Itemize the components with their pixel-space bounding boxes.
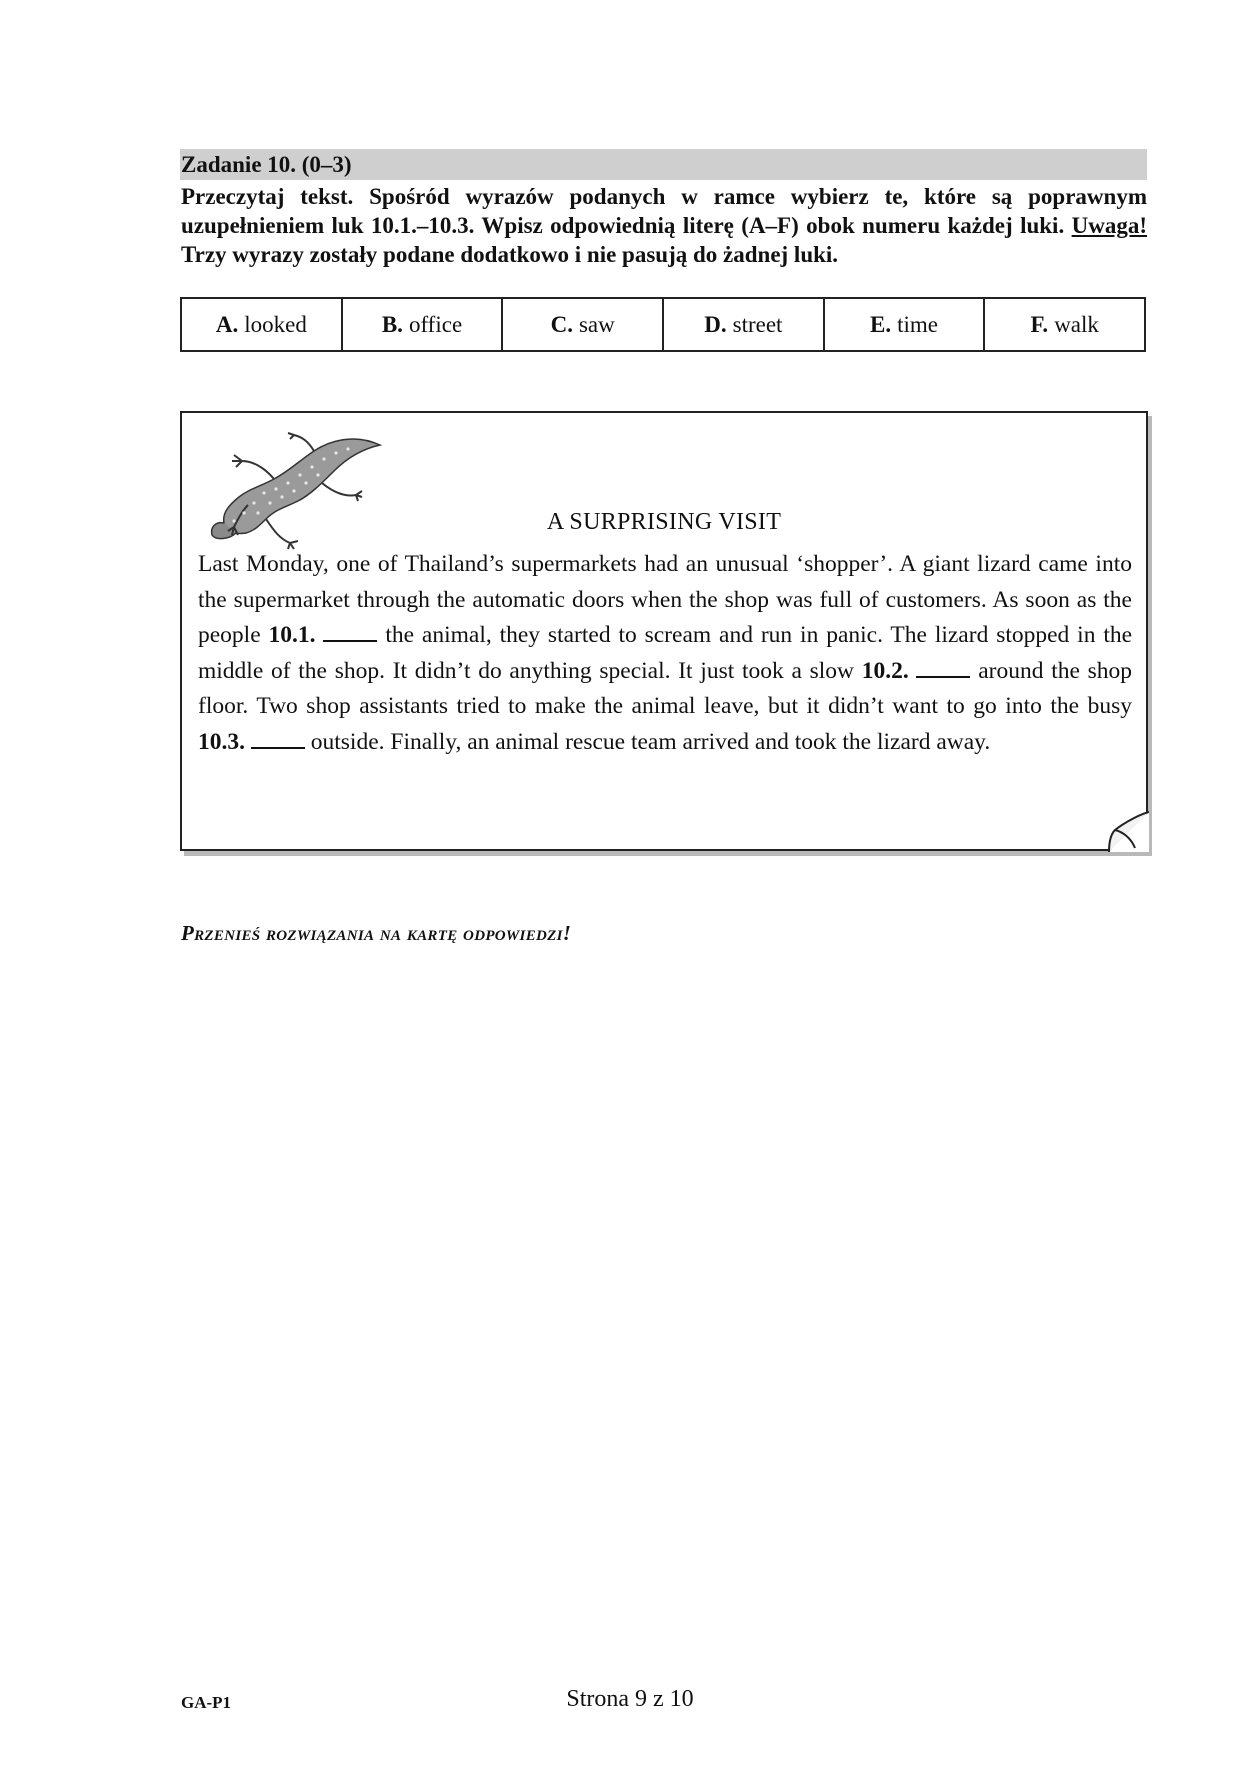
story-part: around the shop floor. Two shop assistants tried to make the animal leave, but it didn’t want to go into the busy <box>198 657 1133 719</box>
story-part: the animal, they started to scream and run in panic. The lizard stopped in the middle of the shop. It didn’t do anything special. It just took a slow <box>198 622 1133 684</box>
option-word: looked <box>244 311 307 337</box>
exam-code: GA-P1 <box>181 1693 232 1712</box>
page-curl-icon <box>1105 808 1149 852</box>
task-instructions <box>181 182 1147 269</box>
gap-label: 10.1. <box>268 622 316 648</box>
option-word: street <box>732 311 783 337</box>
story-text <box>198 547 1132 760</box>
word-option <box>182 299 343 350</box>
option-letter: F. <box>1030 311 1049 337</box>
gap-blank <box>251 729 305 749</box>
gap-label: 10.3. <box>198 728 245 755</box>
word-option <box>503 299 664 350</box>
word-option <box>825 299 986 350</box>
note-text: Trzy wyrazy zostały podane dodatkowo i nie pasują do żadnej luki. <box>181 242 839 267</box>
instruction-main: Przeczytaj tekst. Spośród wyrazów podanych w ramce wybierz te, które są poprawnym uzupełnieniem luk 10.1.–10.3. Wpisz odpowiednią literę (A–F) obok numeru każdej luki. <box>181 184 1147 238</box>
note-label: Uwaga! <box>1071 213 1147 238</box>
gap-label: 10.2. <box>861 657 909 684</box>
story-part: outside. Finally, an animal rescue team arrived and took the lizard away. <box>310 728 991 755</box>
word-option <box>985 299 1144 350</box>
page-number: Strona 9 z 10 <box>566 1686 694 1712</box>
option-letter: C. <box>550 311 573 337</box>
story-title: A SURPRISING VISIT <box>546 509 782 535</box>
option-letter: D. <box>704 311 727 337</box>
gap-blank <box>323 622 377 642</box>
story-part: Last Monday, one of Thailand’s supermarkets had an unusual ‘shopper’. A giant lizard came into the supermarket through the automatic doors when the shop was full of customers. As soon as the people <box>198 551 1132 648</box>
option-word: office <box>408 311 463 337</box>
option-word: time <box>897 311 939 337</box>
word-bank <box>180 297 1146 352</box>
word-option <box>664 299 825 350</box>
transfer-note: Przenieś rozwiązania na kartę odpowiedzi! <box>181 921 572 945</box>
word-option <box>343 299 504 350</box>
option-letter: A. <box>215 311 239 337</box>
option-word: walk <box>1054 311 1099 337</box>
story-box <box>180 411 1148 851</box>
gap-blank <box>916 658 970 678</box>
option-letter: B. <box>381 311 403 337</box>
option-letter: E. <box>870 311 892 337</box>
option-word: saw <box>578 311 615 337</box>
task-title: Zadanie 10. (0–3) <box>181 152 352 177</box>
